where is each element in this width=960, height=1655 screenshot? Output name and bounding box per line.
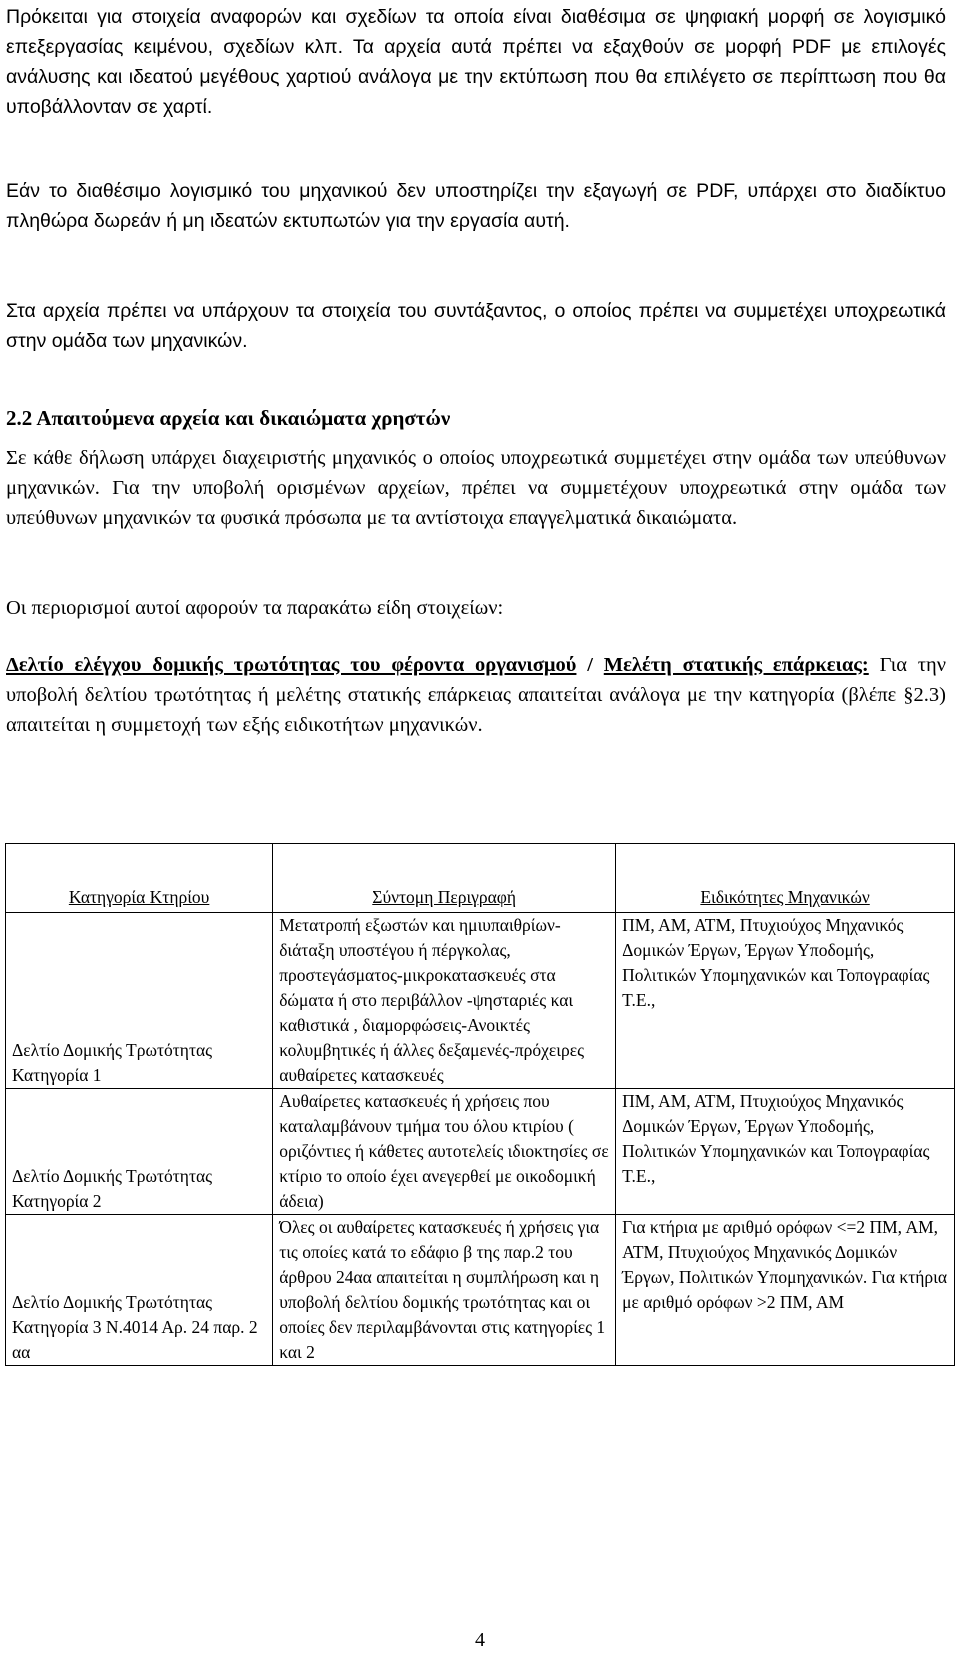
row-category: Δελτίο Δομικής Τρωτότητας Κατηγορία 2 [6, 1089, 273, 1215]
paragraph-pdf-export: Πρόκειται για στοιχεία αναφορών και σχεδίων τα οποία είναι διαθέσιμα σε ψηφιακή μορφή σε λογισμικό επεξεργασίας κειμένου, σχεδίων κλπ. Τα αρχεία αυτά πρέπει να εξαχθούν σε μορφή PDF με επιλογές ανάλυσης και ιδεατού μεγέθους χαρτιού ανάλογα με την εκτύπωση που θα επιλέγετο σε περίπτωση που θα υποβάλλονταν σε χαρτί. [6, 6, 946, 118]
paragraph-admin-engineer: Σε κάθε δήλωση υπάρχει διαχειριστής μηχανικός ο οποίος υποχρεωτικά συμμετέχει στην ομάδα των υπεύθυνων μηχανικών. Για την υποβολή ορισμένων αρχείων, πρέπει να συμμετέχουν υποχρεωτικά στην ομάδα των υπεύθυνων μηχανικών τα φυσικά πρόσωπα με τα αντίστοιχα επαγγελματικά δικαιώματα. [6, 447, 946, 529]
header-description: Σύντομη Περιγραφή [273, 844, 616, 913]
header-specialties: Ειδικότητες Μηχανικών [616, 844, 955, 913]
paragraph-virtual-printers: Εάν το διαθέσιμο λογισμικό του μηχανικού δεν υποστηρίζει την εξαγωγή σε PDF, υπάρχει στο διαδίκτυο πληθώρα δωρεάν ή μη ιδεατών εκτυπωτών για την εργασία αυτή. [6, 180, 946, 232]
engineer-specialties-table [5, 843, 955, 1366]
row-category: Δελτίο Δομικής Τρωτότητας Κατηγορία 1 [6, 913, 273, 1089]
row-description: Αυθαίρετες κατασκευές ή χρήσεις που καταλαμβάνουν τμήμα του όλου κτιρίου ( οριζόντιες ή κάθετες αυτοτελείς ιδιοκτησίες σε κτίριο το οποίο έχει ανεγερθεί με οικοδομική άδεια) [273, 1089, 616, 1215]
title-separator: / [576, 654, 604, 676]
header-category: Κατηγορία Κτηρίου [6, 844, 273, 913]
table-header-row [6, 844, 955, 913]
row-specialties: Για κτήρια με αριθμό ορόφων <=2 ΠΜ, ΑΜ, ΑΤΜ, Πτυχιούχος Μηχανικός Δομικών Έργων, Πολιτικών Υπομηχανικών. Για κτήρια με αριθμό ορόφων >2 ΠΜ, ΑΜ [616, 1215, 955, 1366]
page-number: 4 [475, 1629, 485, 1651]
row-description: Μετατροπή εξωστών και ημιυπαιθρίων-διάταξη υποστέγου ή πέργκολας, προστεγάσματος-μικροκατασκευές στα δώματα ή στο περιβάλλον -ψησταριές και καθιστικά , διαμορφώσεις-Ανοικτές κολυμβητικές ή άλλες δεξαμενές-πρόχειρες αυθαίρετες κατασκευές [273, 913, 616, 1089]
paragraph-restrictions-intro: Οι περιορισμοί αυτοί αφορούν τα παρακάτω είδη στοιχείων: [6, 597, 504, 619]
row-specialties: ΠΜ, ΑΜ, ΑΤΜ, Πτυχιούχος Μηχανικός Δομικών Έργων, Έργων Υποδομής, Πολιτικών Υπομηχανικών και Τοπογραφίας Τ.Ε., [616, 1089, 955, 1215]
vulnerability-report-text: Για την υποβολή δελτίου τρωτότητας ή μελέτης στατικής επάρκειας απαιτείται ανάλογα με την κατηγορία (βλέπε §2.3) απαιτείται η συμμετοχή των εξής ειδικοτήτων μηχανικών. [6, 654, 947, 736]
row-specialties: ΠΜ, ΑΜ, ΑΤΜ, Πτυχιούχος Μηχανικός Δομικών Έργων, Έργων Υποδομής, Πολιτικών Υπομηχανικών και Τοπογραφίας Τ.Ε., [616, 913, 955, 1089]
paragraph-vulnerability-report [6, 650, 946, 740]
section-heading: 2.2 Απαιτούμενα αρχεία και δικαιώματα χρηστών [6, 406, 451, 430]
paragraph-author-info: Στα αρχεία πρέπει να υπάρχουν τα στοιχεία του συντάξαντος, ο οποίος πρέπει να συμμετέχει υποχρεωτικά στην ομάδα των μηχανικών. [6, 300, 946, 352]
table-row [6, 1089, 955, 1215]
static-adequacy-title: Μελέτη στατικής επάρκειας: [603, 654, 869, 676]
row-description: Όλες οι αυθαίρετες κατασκευές ή χρήσεις για τις οποίες κατά το εδάφιο β της παρ.2 του άρθρου 24αα απαιτείται η συμπλήρωση και η υποβολή δελτίου δομικής τρωτότητας και οι οποίες δεν περιλαμβάνονται στις κατηγορίες 1 και 2 [273, 1215, 616, 1366]
table-row [6, 913, 955, 1089]
table-row [6, 1215, 955, 1366]
vulnerability-report-title: Δελτίο ελέγχου δομικής τρωτότητας του φέροντα οργανισμού [6, 654, 577, 676]
row-category: Δελτίο Δομικής Τρωτότητας Κατηγορία 3 Ν.4014 Αρ. 24 παρ. 2 αα [6, 1215, 273, 1366]
